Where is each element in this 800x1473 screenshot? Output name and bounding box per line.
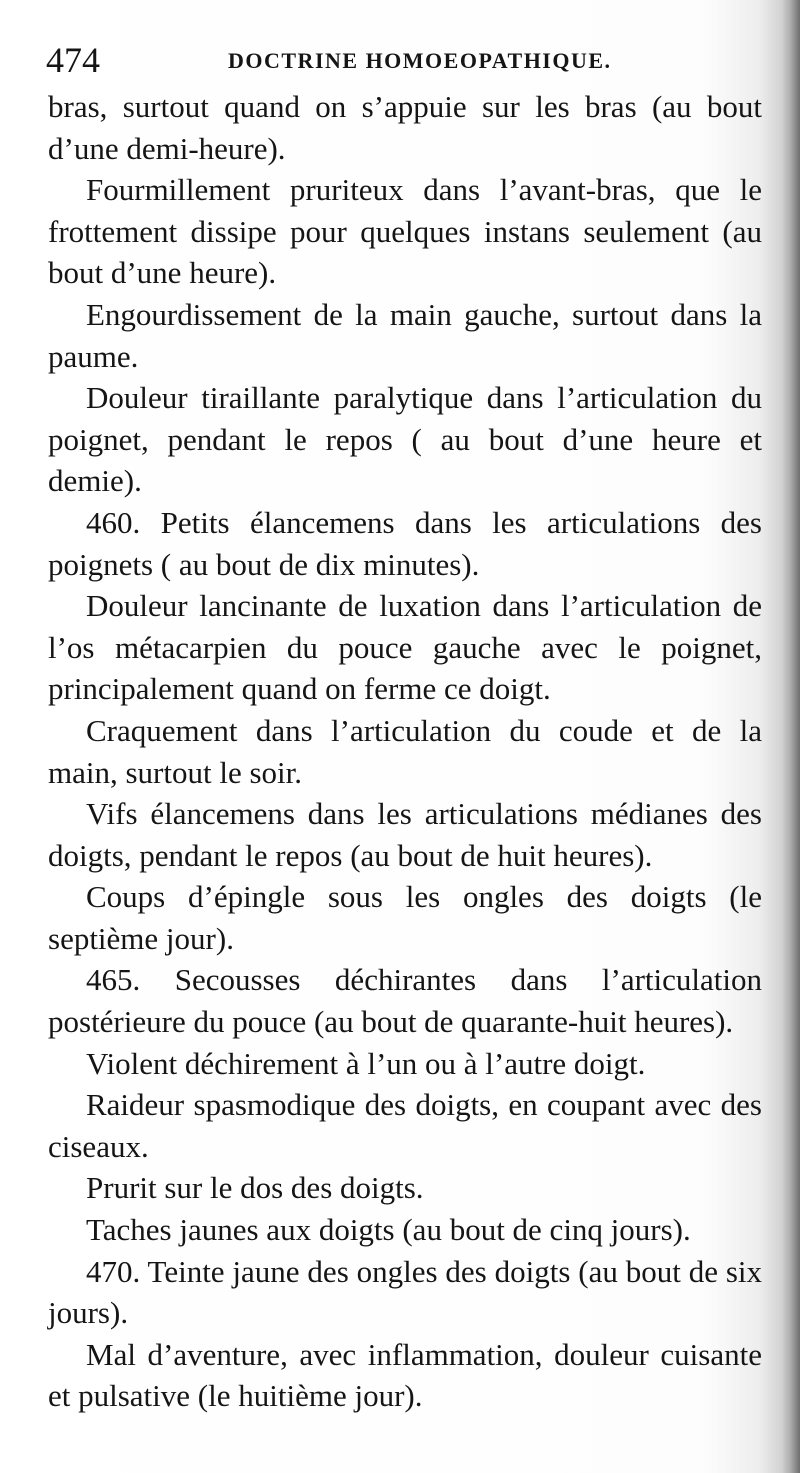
- page-binding-shadow: [782, 0, 800, 1473]
- paragraph: Taches jaunes aux doigts (au bout de cinq jours).: [86, 1212, 691, 1248]
- paragraph: 460. Petits élancemens dans les articulations des poignets ( au bout de dix minutes).: [48, 504, 762, 582]
- paragraph: Craquement dans l’articulation du coude et de la main, surtout le soir.: [48, 712, 762, 790]
- page-number: 474: [46, 40, 100, 80]
- paragraph: Violent déchirement à l’un ou à l’autre doigt.: [86, 1045, 646, 1081]
- paragraph: Douleur lancinante de luxation dans l’articulation de l’os métacarpien du pouce gauche avec le poignet, principalement quand on ferme ce doigt.: [48, 588, 762, 707]
- body-text: [48, 86, 762, 1417]
- paragraph: Engourdissement de la main gauche, surtout dans la paume.: [48, 296, 762, 374]
- paragraph: Fourmillement pruriteux dans l’avant-bras, que le frottement dissipe pour quelques instans seulement (au bout d’une heure).: [48, 172, 762, 291]
- paragraph: 465. Secousses déchirantes dans l’articulation postérieure du pouce (au bout de quarante-huit heures).: [48, 962, 762, 1040]
- paragraph: Vifs élancemens dans les articulations médianes des doigts, pendant le repos (au bout de huit heures).: [48, 796, 762, 873]
- paragraph: Mal d’aventure, avec inflammation, douleur cuisante et pulsative (le huitième jour).: [48, 1336, 762, 1414]
- paragraph: 470. Teinte jaune des ongles des doigts (au bout de six jours).: [48, 1253, 762, 1331]
- page-header: [40, 38, 760, 82]
- paragraph: Douleur tiraillante paralytique dans l’articulation du poignet, pendant le repos ( au bout d’une heure et demie).: [48, 380, 762, 499]
- paragraph: Raideur spasmodique des doigts, en coupant avec des ciseaux.: [48, 1087, 762, 1164]
- running-title: DOCTRINE HOMOEOPATHIQUE.: [228, 48, 612, 73]
- paragraph: bras, surtout quand on s’appuie sur les bras (au bout d’une demi-heure).: [48, 89, 762, 166]
- paragraph: Coups d’épingle sous les ongles des doigts (le septième jour).: [48, 879, 762, 956]
- paragraph: Prurit sur le dos des doigts.: [86, 1170, 424, 1206]
